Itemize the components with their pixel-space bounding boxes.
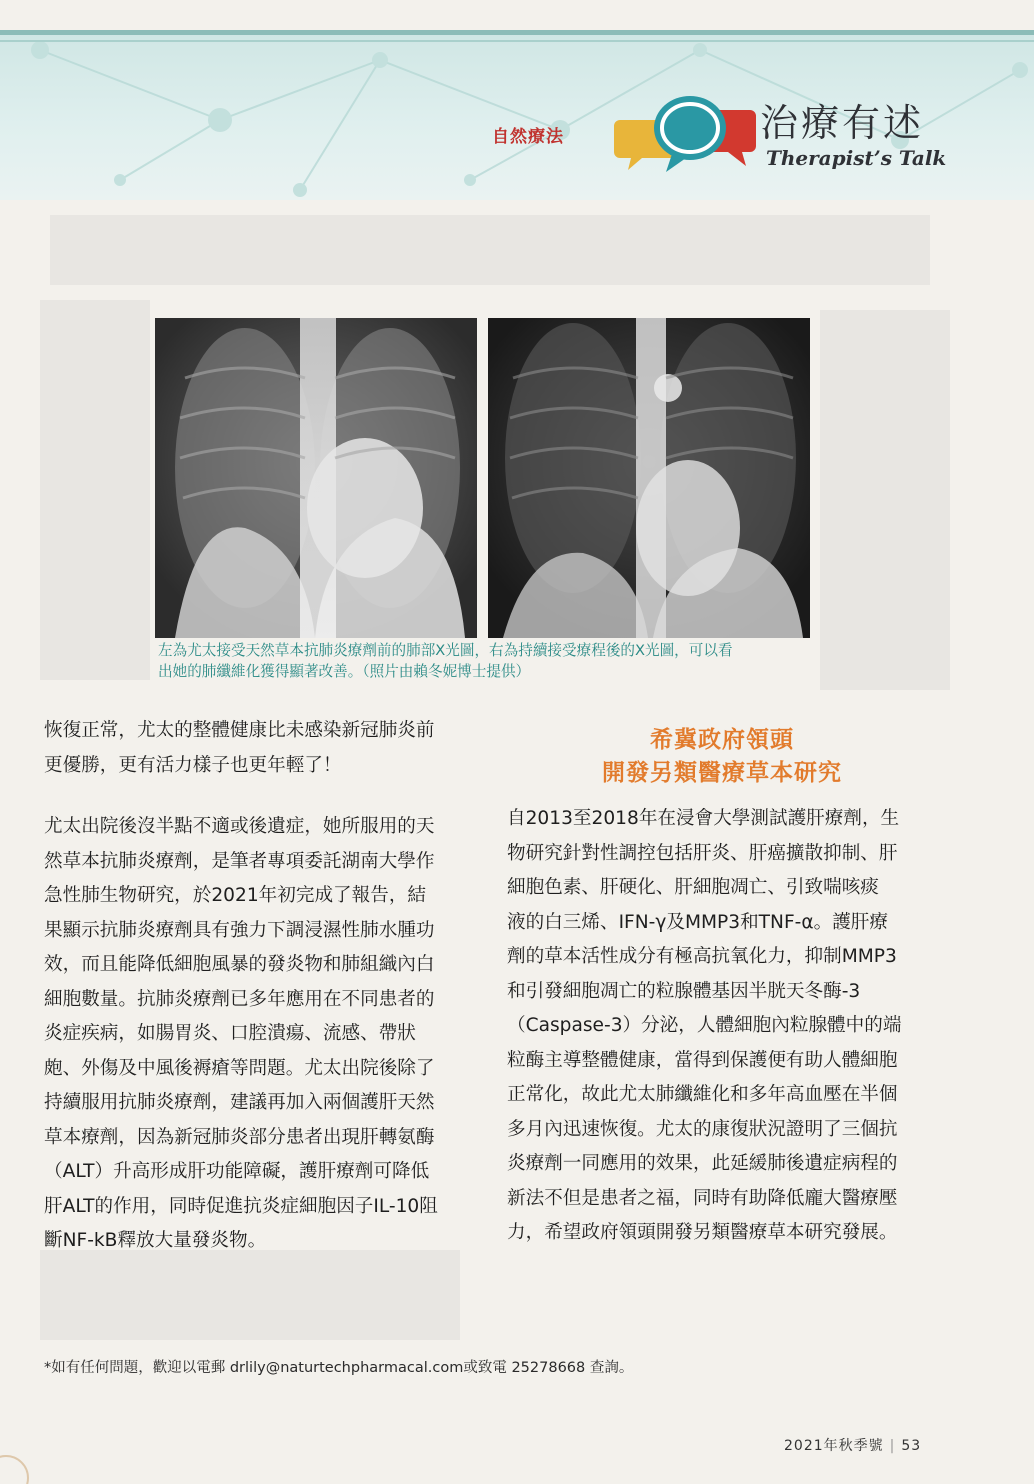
speech-bubbles-icon <box>612 88 762 180</box>
text-line: 和引發細胞凋亡的粒腺體基因半胱天冬酶-3 <box>507 980 861 1002</box>
text-line: （ALT）升高形成肝功能障礙，護肝療劑可降低 <box>44 1161 430 1182</box>
section-label: 自然療法 <box>492 127 564 147</box>
issue-label: 2021年秋季號 <box>784 1438 884 1454</box>
column-subtitle: Therapist’s Talk <box>766 146 947 170</box>
text-line: 炎療劑一同應用的效果，此延緩肺後遺症病程的 <box>507 1153 898 1174</box>
caption-line: 出她的肺纖維化獲得顯著改善。（照片由賴冬妮博士提供） <box>158 663 531 680</box>
text-line: 持續服用抗肺炎療劑，建議再加入兩個護肝天然 <box>44 1092 435 1113</box>
header-top-strip <box>0 30 1034 35</box>
section-subhead <box>507 724 937 790</box>
text-line: 液的白三烯、IFN-γ及MMP3和TNF-α。護肝療 <box>507 911 888 933</box>
column-title: 治療有述 <box>760 101 925 145</box>
chest-xray-before-image <box>155 318 477 638</box>
contact-footnote: *如有任何問題，歡迎以電郵 drlily@naturtechpharmacal.com或致電 25278668 查詢。 <box>44 1360 634 1376</box>
xray-figure <box>155 318 810 638</box>
text-line: 多月內迅速恢復。尤太的康復狀況證明了三個抗 <box>507 1118 898 1140</box>
text-line: 細胞數量。抗肺炎療劑已多年應用在不同患者的 <box>44 988 435 1010</box>
subhead-line: 希冀政府領頭 <box>650 727 794 753</box>
footer-separator: | <box>889 1438 896 1454</box>
page-number: 53 <box>901 1438 922 1454</box>
text-line: 恢復正常，尤太的整體健康比未感染新冠肺炎前 <box>44 720 435 741</box>
bleed-through-column <box>820 310 950 690</box>
text-line: 劑的草本活性成分有極高抗氧化力，抑制MMP3 <box>507 946 897 967</box>
caption-line: 左為尤太接受天然草本抗肺炎療劑前的肺部X光圖，右為持續接受療程後的X光圖，可以看 <box>158 642 733 659</box>
text-line: 果顯示抗肺炎療劑具有強力下調浸濕性肺水腫功 <box>44 919 435 941</box>
left-paragraph-2 <box>44 810 484 1259</box>
text-line: 尤太出院後沒半點不適或後遺症，她所服用的天 <box>44 816 435 837</box>
subhead-line: 開發另類醫療草本研究 <box>602 760 842 786</box>
text-line: 更優勝，更有活力樣子也更年輕了！ <box>44 754 342 776</box>
chest-xray-after-image <box>488 318 810 638</box>
figure-caption <box>158 640 818 682</box>
text-line: 斷NF-kB釋放大量發炎物。 <box>44 1230 267 1251</box>
text-line: 皰、外傷及中風後褥瘡等問題。尤太出院後除了 <box>44 1057 435 1079</box>
bleed-through-bottom <box>40 1250 460 1340</box>
text-line: （Caspase-3）分泌，人體細胞內粒腺體中的端 <box>507 1015 902 1036</box>
left-paragraph-1 <box>44 714 484 783</box>
text-line: 新法不但是患者之福，同時有助降低龐大醫療壓 <box>507 1187 898 1209</box>
bleed-through-block <box>50 215 930 285</box>
text-line: 急性肺生物研究，於2021年初完成了報告，結 <box>44 885 427 906</box>
text-line: 粒酶主導整體健康，當得到保護便有助人體細胞 <box>507 1049 898 1071</box>
text-line: 正常化，故此尤太肺纖維化和多年高血壓在半個 <box>507 1084 898 1105</box>
text-line: 肝ALT的作用，同時促進抗炎症細胞因子IL-10阻 <box>44 1195 438 1217</box>
text-line: 自2013至2018年在浸會大學測試護肝療劑，生 <box>507 808 900 829</box>
text-line: 然草本抗肺炎療劑，是筆者專項委託湖南大學作 <box>44 850 435 872</box>
page-footer <box>784 1435 944 1455</box>
right-paragraph <box>507 802 947 1251</box>
text-line: 力，希望政府領頭開發另類醫療草本研究發展。 <box>507 1222 898 1243</box>
header-top-line <box>0 40 1034 42</box>
corner-stamp-icon <box>0 1448 40 1484</box>
text-line: 炎症疾病，如腸胃炎、口腔潰瘍、流感、帶狀 <box>44 1023 416 1044</box>
bleed-through-column-left <box>40 300 150 680</box>
text-line: 草本療劑，因為新冠肺炎部分患者出現肝轉氨酶 <box>44 1126 435 1148</box>
text-line: 物研究針對性調控包括肝炎、肝癌擴散抑制、肝 <box>507 842 898 864</box>
text-line: 效，而且能降低細胞風暴的發炎物和肺組織內白 <box>44 954 435 975</box>
text-line: 細胞色素、肝硬化、肝細胞凋亡、引致喘咳痰 <box>507 877 879 898</box>
